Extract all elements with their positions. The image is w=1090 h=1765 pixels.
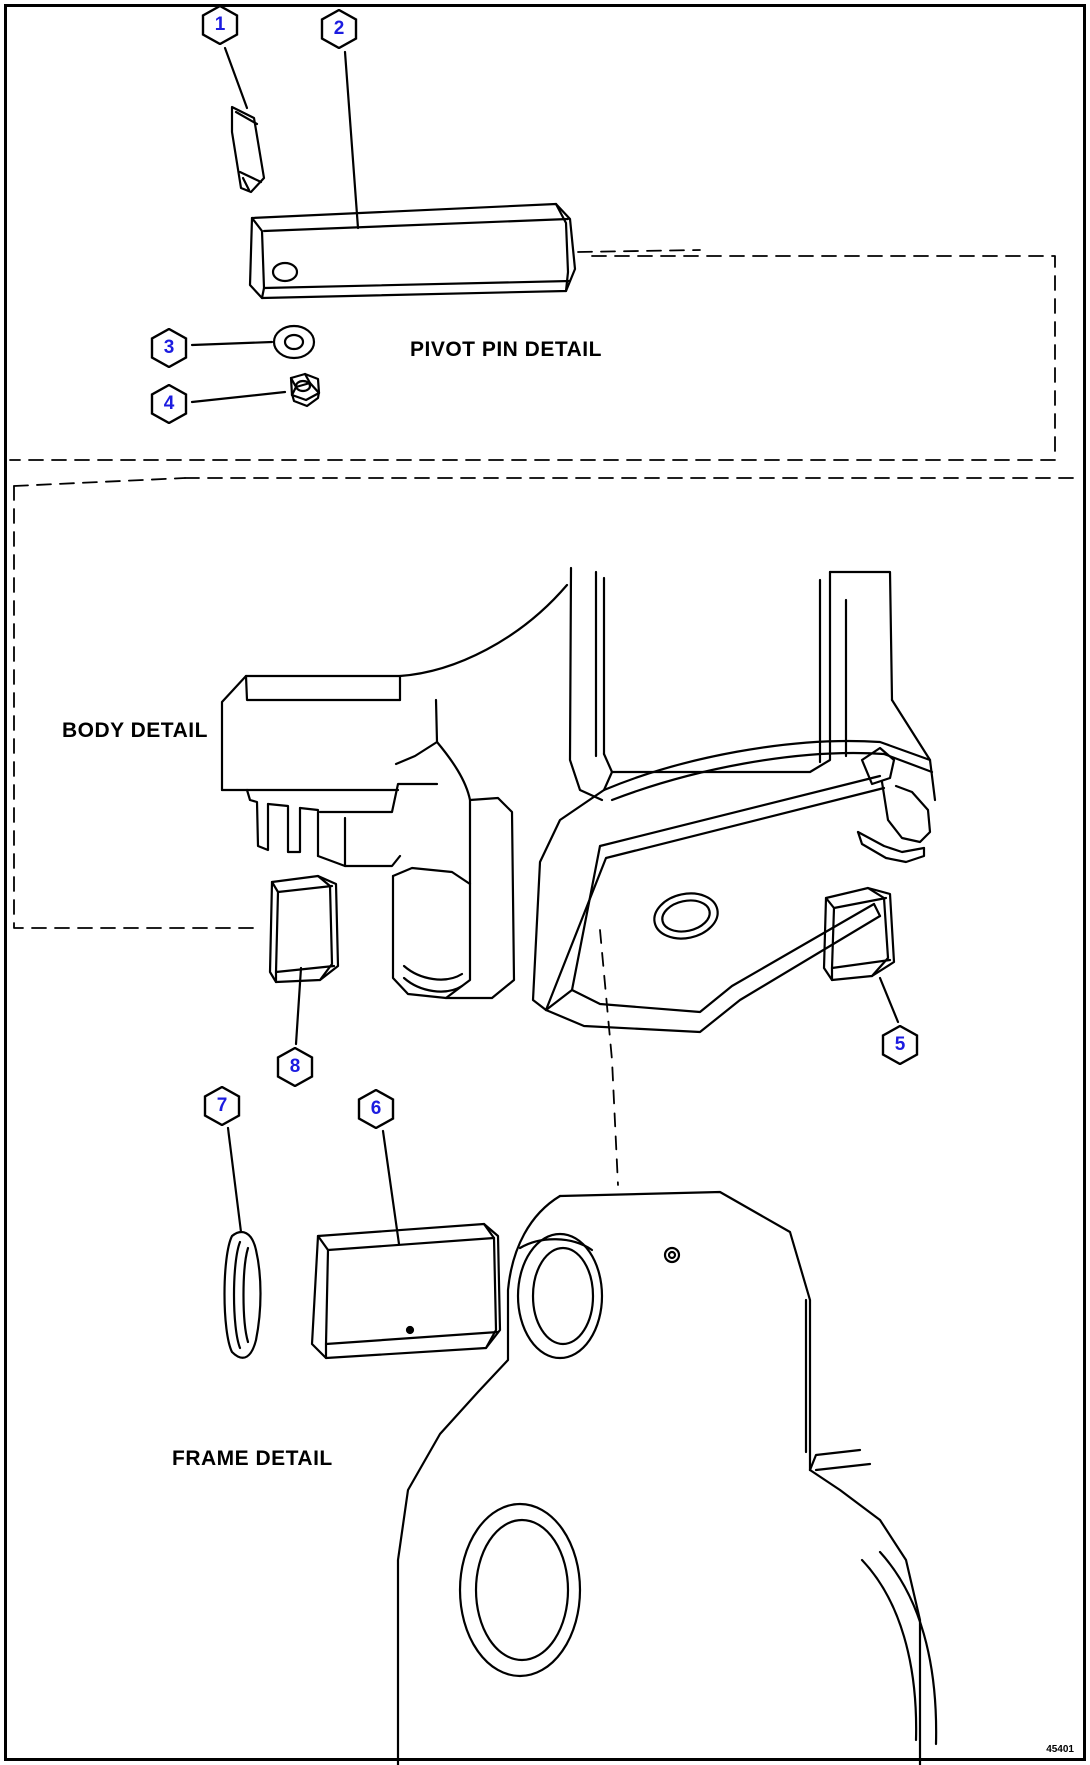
pivot-pin-detail-title: PIVOT PIN DETAIL [410, 338, 602, 361]
callout-8-number: 8 [289, 1056, 301, 1077]
callout-8[interactable] [275, 1047, 315, 1087]
callout-2[interactable] [319, 9, 359, 49]
callout-3-number: 3 [163, 337, 175, 358]
callout-7-number: 7 [216, 1095, 228, 1116]
leader-7 [228, 1128, 241, 1232]
callout-6-number: 6 [370, 1098, 382, 1119]
callout-4[interactable] [149, 384, 189, 424]
leader-1 [225, 48, 247, 108]
body-detail-title: BODY DETAIL [62, 719, 208, 742]
callout-5-number: 5 [894, 1034, 906, 1055]
leader-6 [383, 1131, 399, 1244]
callout-1[interactable] [200, 5, 240, 45]
leader-4 [192, 392, 285, 402]
callout-4-number: 4 [163, 393, 175, 414]
frame-detail-title: FRAME DETAIL [172, 1447, 333, 1470]
callout-2-number: 2 [333, 18, 345, 39]
leader-8 [296, 968, 301, 1044]
callout-1-number: 1 [214, 14, 226, 35]
callout-3[interactable] [149, 328, 189, 368]
leader-2 [345, 52, 358, 228]
leader-3 [192, 342, 272, 345]
leader-5 [880, 978, 898, 1022]
callout-5[interactable] [880, 1025, 920, 1065]
sheet-code: 45401 [1046, 1744, 1074, 1755]
callout-6[interactable] [356, 1089, 396, 1129]
callout-7[interactable] [202, 1086, 242, 1126]
